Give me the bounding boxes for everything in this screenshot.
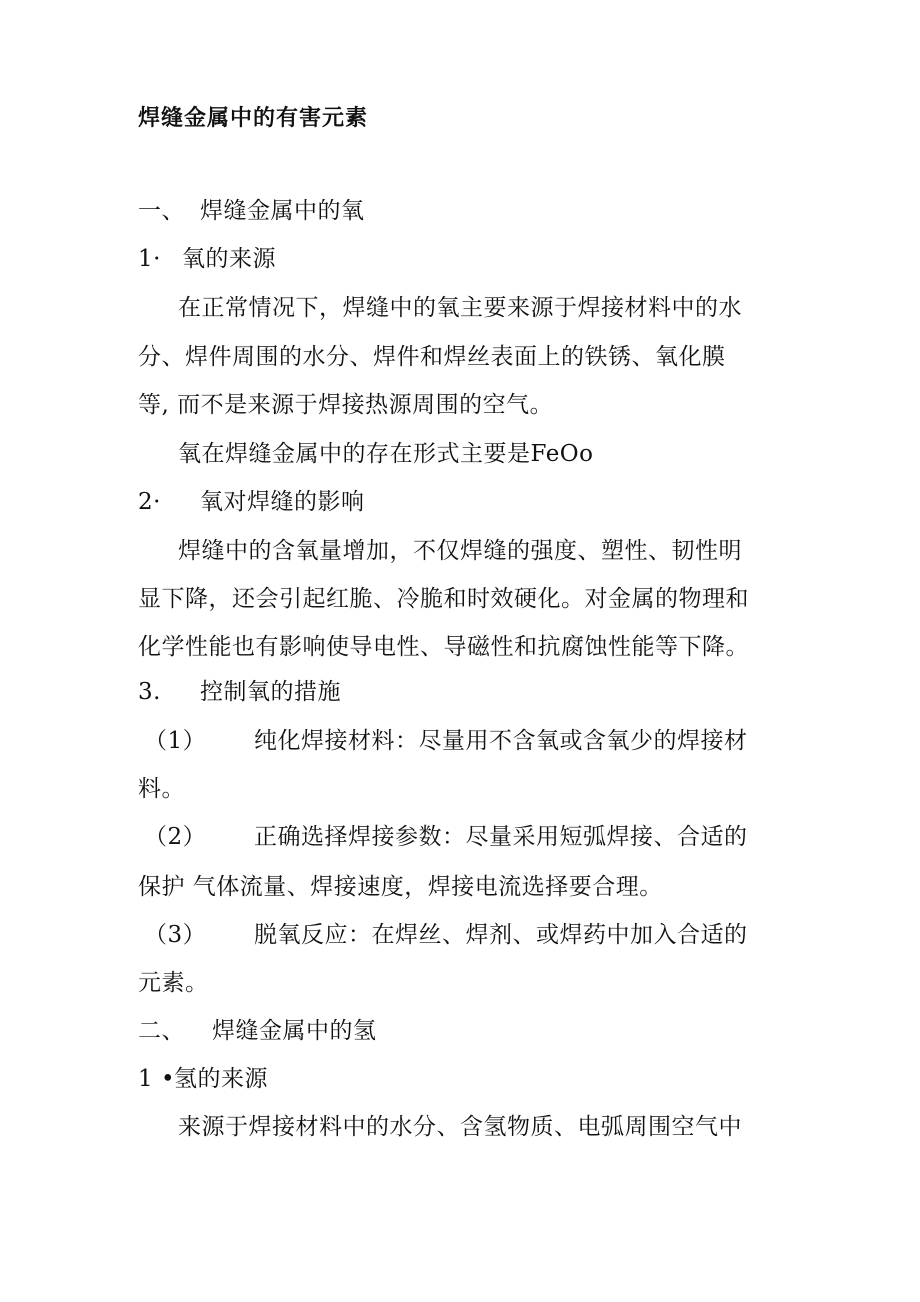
subsection-title: 氧对焊缝的影响 xyxy=(200,489,365,515)
section-title: 焊缝金属中的氧 xyxy=(200,198,365,224)
item-number: （1） xyxy=(144,728,207,754)
subsection-number: 1· xyxy=(138,246,161,272)
item-text: 纯化焊接材料：尽量用不含氧或含氧少的焊接材 xyxy=(254,728,748,754)
paragraph-line: 氧在焊缝金属中的存在形式主要是FeOo xyxy=(178,441,594,467)
subsection-title: 氢的来源 xyxy=(174,1066,268,1092)
section-heading-hydrogen xyxy=(138,1016,377,1046)
subsection-number: 2· xyxy=(138,489,161,515)
paragraph-line: 等, 而不是来源于焊接热源周围的空气。 xyxy=(138,392,554,418)
item-number: （3） xyxy=(144,922,207,948)
subsection-number: 1 • xyxy=(138,1066,176,1092)
paragraph-line: 分、焊件周围的水分、焊件和焊丝表面上的铁锈、氧化膜 xyxy=(138,344,726,370)
paragraph-line: 焊缝中的含氧量增加，不仅焊缝的强度、塑性、韧性明 xyxy=(178,538,742,564)
section-number: 二、 xyxy=(138,1018,185,1044)
list-item-continuation: 料。 xyxy=(138,776,185,802)
paragraph-line: 在正常情况下，焊缝中的氧主要来源于焊接材料中的水 xyxy=(178,295,742,321)
item-text: 脱氧反应：在焊丝、焊剂、或焊药中加入合适的 xyxy=(254,922,748,948)
list-item-continuation: 保护 气体流量、焊接速度，焊接电流选择要合理。 xyxy=(138,874,663,900)
list-item xyxy=(144,726,748,756)
section-title: 焊缝金属中的氢 xyxy=(212,1018,377,1044)
section-heading-oxygen xyxy=(138,196,365,226)
paragraph-line: 显下降，还会引起红脆、冷脆和时效硬化。对金属的物理和 xyxy=(138,586,749,612)
subsection-heading-hydrogen-source xyxy=(138,1064,268,1094)
list-item-continuation: 元素。 xyxy=(138,970,209,996)
item-number: （2） xyxy=(144,824,207,850)
subsection-heading-oxygen-source xyxy=(138,244,276,274)
section-number: 一、 xyxy=(138,198,185,224)
subsection-title: 控制氧的措施 xyxy=(200,679,341,705)
subsection-heading-oxygen-effect xyxy=(138,487,365,517)
document-title: 焊缝金属中的有害元素 xyxy=(138,106,369,131)
paragraph-line: 化学性能也有影响使导电性、导磁性和抗腐蚀性能等下降。 xyxy=(138,634,749,660)
list-item xyxy=(144,822,748,852)
subsection-title: 氧的来源 xyxy=(182,246,276,272)
item-text: 正确选择焊接参数：尽量采用短弧焊接、合适的 xyxy=(254,824,748,850)
list-item xyxy=(144,920,748,950)
paragraph-line: 来源于焊接材料中的水分、含氢物质、电弧周围空气中 xyxy=(178,1114,742,1140)
subsection-number: 3. xyxy=(138,679,161,705)
subsection-heading-oxygen-control xyxy=(138,677,341,707)
